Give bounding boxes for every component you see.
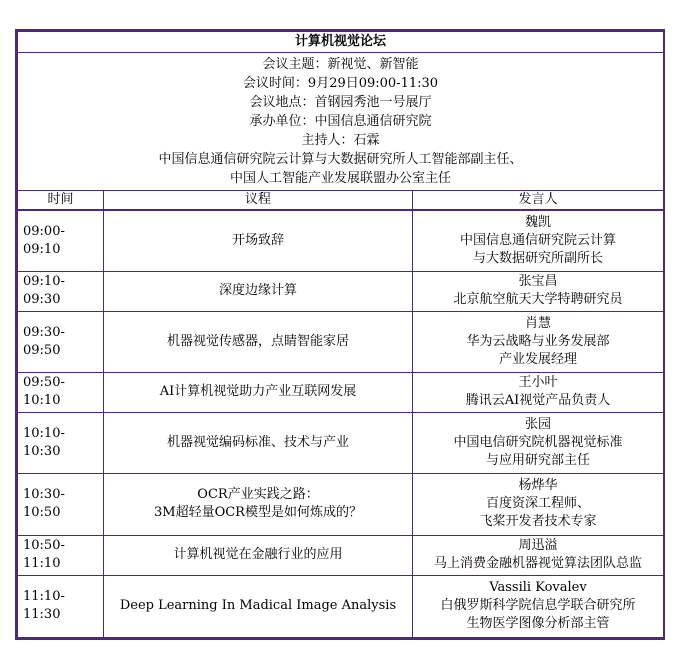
agenda-time: 10:10-10:30 [18, 412, 104, 473]
speaker-title-line: 产业发展经理 [498, 351, 577, 367]
speaker-title-line: 生物医学图像分析部主管 [466, 616, 610, 631]
speaker-title-line: 与应用研究部主任 [485, 452, 590, 468]
agenda-topic [104, 372, 413, 412]
agenda-time: 09:50-10:10 [18, 372, 104, 412]
agenda-speaker [413, 575, 664, 637]
title-row [18, 32, 664, 53]
agenda-topic-line: AI计算机视觉助力产业互联网发展 [159, 384, 357, 399]
speaker-name: 王小叶 [518, 375, 558, 390]
meta-host-title-1: 中国信息通信研究院云计算与大数据研究所人工智能部副主任、 [158, 152, 523, 167]
agenda-speaker [413, 271, 664, 311]
agenda-sheet [15, 29, 665, 640]
speaker-name: Vassili Kovalev [489, 580, 587, 595]
speaker-title-line: 飞桨开发者技术专家 [479, 514, 597, 529]
agenda-topic [104, 271, 413, 311]
agenda-topic-line: Deep Learning In Madical Image Analysis [119, 598, 397, 613]
speaker-name: 张园 [524, 416, 551, 432]
agenda-topic-line: 计算机视觉在金融行业的应用 [173, 547, 343, 562]
speaker-title-line: 中国信息通信研究院云计算 [459, 232, 616, 248]
agenda-topic-line: OCR产业实践之路： [197, 487, 319, 502]
meta-location: 会议地点：首钢园秀池一号展厅 [249, 95, 432, 110]
agenda-time: 09:10-09:30 [18, 271, 104, 311]
speaker-name: 魏凯 [524, 214, 551, 230]
meta-host-title-2: 中国人工智能产业发展联盟办公室主任 [229, 171, 451, 186]
agenda-topic [104, 473, 413, 535]
header-row [18, 191, 664, 211]
agenda-time: 09:00-09:10 [18, 210, 104, 271]
agenda-topic [104, 210, 413, 271]
speaker-title-line: 与大数据研究所副所长 [472, 250, 603, 266]
speaker-title-line: 百度资深工程师、 [485, 496, 590, 511]
agenda-speaker [413, 412, 664, 473]
agenda-row [18, 372, 664, 412]
speaker-title-line: 北京航空航天大学特聘研究员 [453, 292, 623, 307]
agenda-row [18, 412, 664, 473]
agenda-topic-line: 开场致辞 [231, 232, 284, 248]
agenda-topic [104, 575, 413, 637]
header-topic: 议程 [104, 191, 413, 211]
meta-organizer: 承办单位：中国信息通信研究院 [249, 114, 432, 129]
speaker-name: 周迅溢 [518, 538, 558, 553]
speaker-name: 肖慧 [524, 315, 551, 331]
speaker-title-line: 白俄罗斯科学院信息学联合研究所 [440, 598, 636, 613]
agenda-topic-line: 机器视觉传感器，点睛智能家居 [166, 333, 349, 349]
agenda-row [18, 210, 664, 271]
speaker-title-line: 马上消费金融机器视觉算法团队总监 [433, 556, 642, 571]
meta-time: 会议时间：9月29日09:00-11:30 [242, 76, 439, 91]
forum-title: 计算机视觉论坛 [18, 32, 664, 53]
meta-block [18, 53, 664, 191]
agenda-row [18, 311, 664, 372]
agenda-topic-line: 深度边缘计算 [218, 283, 297, 298]
agenda-time: 11:10-11:30 [18, 575, 104, 637]
meta-host: 主持人：石霖 [301, 133, 380, 148]
header-time: 时间 [18, 191, 104, 211]
agenda-row [18, 535, 664, 575]
agenda-speaker [413, 311, 664, 372]
agenda-row [18, 271, 664, 311]
agenda-row [18, 575, 664, 637]
agenda-topic-line: 3M超轻量OCR模型是如何炼成的？ [154, 505, 362, 520]
agenda-speaker [413, 473, 664, 535]
speaker-name: 杨烨华 [518, 478, 558, 493]
agenda-time: 10:30-10:50 [18, 473, 104, 535]
speaker-name: 张宝昌 [518, 274, 558, 289]
speaker-title-line: 华为云战略与业务发展部 [466, 333, 610, 349]
agenda-topic [104, 311, 413, 372]
agenda-topic [104, 412, 413, 473]
agenda-row [18, 473, 664, 535]
meta-theme: 会议主题：新视觉、新智能 [262, 57, 419, 72]
agenda-table [17, 31, 664, 638]
meta-row [18, 53, 664, 191]
speaker-title-line: 中国电信研究院机器视觉标准 [453, 434, 623, 450]
agenda-time: 09:30-09:50 [18, 311, 104, 372]
agenda-speaker [413, 372, 664, 412]
agenda-time: 10:50-11:10 [18, 535, 104, 575]
agenda-topic-line: 机器视觉编码标准、技术与产业 [166, 434, 349, 450]
header-speaker: 发言人 [413, 191, 664, 211]
agenda-speaker [413, 210, 664, 271]
speaker-title-line: 腾讯云AI视觉产品负责人 [465, 393, 611, 408]
agenda-topic [104, 535, 413, 575]
agenda-speaker [413, 535, 664, 575]
